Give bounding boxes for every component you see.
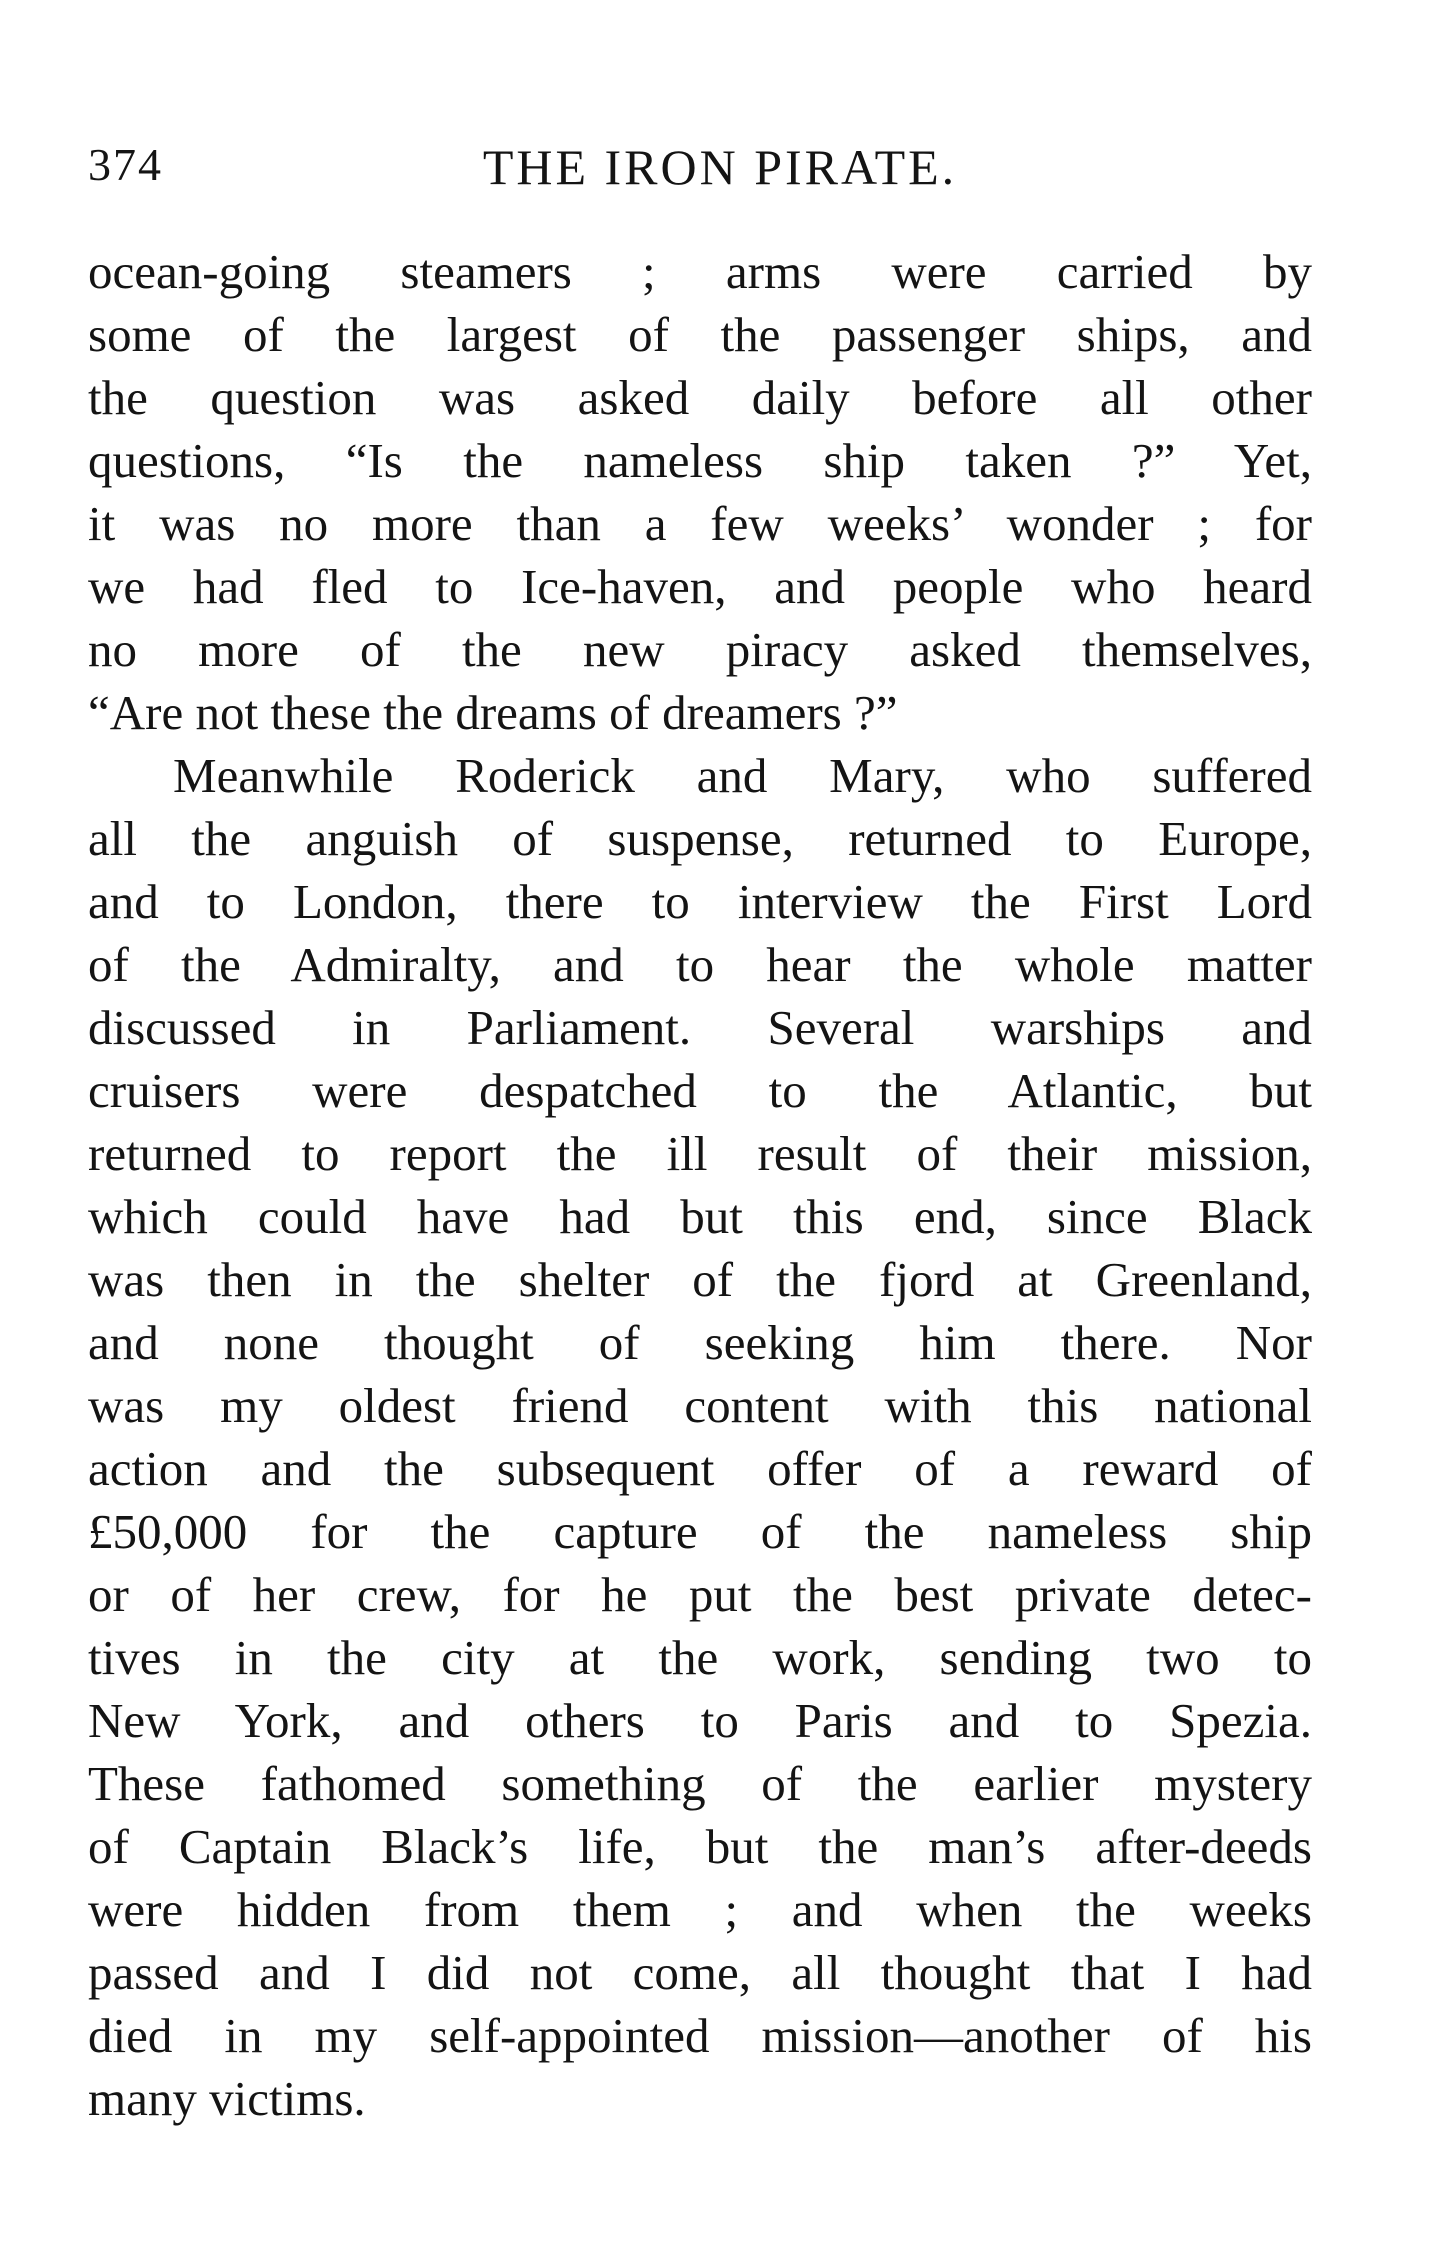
text-line: we had fled to Ice-haven, and people who heard bbox=[88, 559, 1312, 614]
text-line: some of the largest of the passenger ships, and bbox=[88, 307, 1312, 362]
text-line: ocean-going steamers ; arms were carried by bbox=[88, 244, 1312, 299]
text-line: was then in the shelter of the fjord at Greenland, bbox=[88, 1252, 1312, 1307]
text-line: died in my self-appointed mission—another of his bbox=[88, 2008, 1312, 2063]
text-line: “Are not these the dreams of dreamers ?” bbox=[88, 685, 898, 740]
text-line: returned to report the ill result of their mission, bbox=[88, 1126, 1312, 1181]
text-line: it was no more than a few weeks’ wonder ; for bbox=[88, 496, 1312, 551]
running-title: THE IRON PIRATE. bbox=[482, 139, 958, 195]
text-line: all the anguish of suspense, returned to Europe, bbox=[88, 811, 1312, 866]
text-line: £50,000 for the capture of the nameless ship bbox=[88, 1504, 1312, 1559]
text-line: or of her crew, for he put the best private detec- bbox=[88, 1567, 1312, 1622]
text-line: and none thought of seeking him there. Nor bbox=[88, 1315, 1312, 1370]
page-header bbox=[88, 138, 1312, 208]
text-line: passed and I did not come, all thought that I had bbox=[88, 1945, 1312, 2000]
text-line: the question was asked daily before all other bbox=[88, 370, 1312, 425]
page-number: 374 bbox=[88, 139, 163, 190]
text-line: discussed in Parliament. Several warships and bbox=[88, 1000, 1312, 1055]
paragraph-first-line: Meanwhile Roderick and Mary, who suffered bbox=[173, 748, 1312, 803]
text-line: and to London, there to interview the First Lord bbox=[88, 874, 1312, 929]
text-line: questions, “Is the nameless ship taken ?” Yet, bbox=[88, 433, 1312, 488]
text-line: which could have had but this end, since Black bbox=[88, 1189, 1312, 1244]
text-line: was my oldest friend content with this national bbox=[88, 1378, 1312, 1433]
text-line: no more of the new piracy asked themselves, bbox=[88, 622, 1312, 677]
text-line: cruisers were despatched to the Atlantic, but bbox=[88, 1063, 1312, 1118]
text-line: of Captain Black’s life, but the man’s after-deeds bbox=[88, 1819, 1312, 1874]
text-line: action and the subsequent offer of a reward of bbox=[88, 1441, 1312, 1496]
text-line: were hidden from them ; and when the weeks bbox=[88, 1882, 1312, 1937]
body-text bbox=[88, 240, 1312, 2130]
text-line: New York, and others to Paris and to Spezia. bbox=[88, 1693, 1312, 1748]
text-line: tives in the city at the work, sending two to bbox=[88, 1630, 1312, 1685]
text-line: of the Admiralty, and to hear the whole matter bbox=[88, 937, 1312, 992]
text-line: These fathomed something of the earlier mystery bbox=[88, 1756, 1312, 1811]
text-line: many victims. bbox=[88, 2071, 366, 2126]
